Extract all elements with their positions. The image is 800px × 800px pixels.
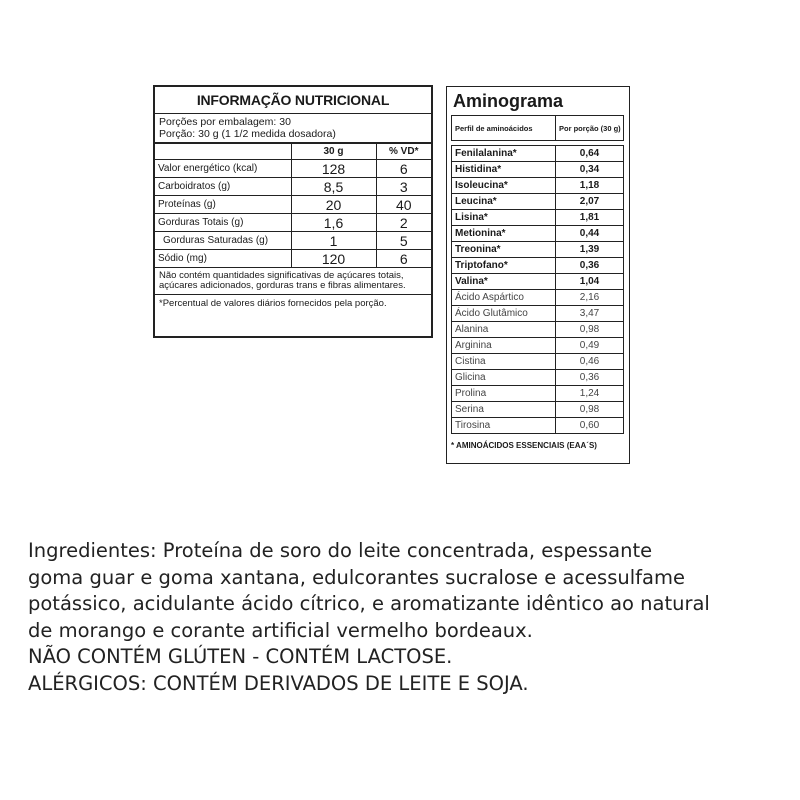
- amino-name: Metionina*: [452, 226, 556, 242]
- portion-size: Porção: 30 g (1 1/2 medida dosadora): [159, 128, 336, 140]
- table-row: [452, 370, 624, 386]
- amino-value: 0,36: [556, 258, 624, 274]
- amino-name: Leucina*: [452, 194, 556, 210]
- amino-name: Triptofano*: [452, 258, 556, 274]
- nutrient-amount: 1: [291, 232, 376, 250]
- amino-name: Isoleucina*: [452, 178, 556, 194]
- table-row: [155, 178, 431, 196]
- aminogram-footnote: * AMINOÁCIDOS ESSENCIAIS (EAA´S): [451, 441, 597, 450]
- amino-name: Lisina*: [452, 210, 556, 226]
- table-row: [452, 338, 624, 354]
- amino-name: Tirosina: [452, 418, 556, 434]
- nutrient-amount: 128: [291, 160, 376, 178]
- ingredients-line: potássico, acidulante ácido cítrico, e aromatizante idêntico ao natural: [28, 592, 710, 615]
- nutrient-name: Valor energético (kcal): [155, 160, 291, 178]
- amino-name: Treonina*: [452, 242, 556, 258]
- amino-name: Histidina*: [452, 162, 556, 178]
- nutrient-vd: 6: [376, 250, 431, 268]
- nutrition-serving-info: [155, 114, 431, 143]
- aminogram-body: [451, 115, 623, 434]
- amino-value: 1,24: [556, 386, 624, 402]
- table-row: [452, 210, 624, 226]
- amino-value: 0,44: [556, 226, 624, 242]
- amino-name: Fenilalanina*: [452, 146, 556, 162]
- ingredients-text: [28, 538, 778, 697]
- nutrient-name: Sódio (mg): [155, 250, 291, 268]
- nutrient-name: Carboidratos (g): [155, 178, 291, 196]
- nutrition-rows: [155, 143, 431, 268]
- amino-name: Alanina: [452, 322, 556, 338]
- table-row: [155, 160, 431, 178]
- amino-name: Glicina: [452, 370, 556, 386]
- amino-name: Serina: [452, 402, 556, 418]
- nutrient-vd: 2: [376, 214, 431, 232]
- ingredients-line: Ingredientes: Proteína de soro do leite concentrada, espessante: [28, 539, 653, 562]
- gluten-lactose-notice: NÃO CONTÉM GLÚTEN - CONTÉM LACTOSE.: [28, 645, 453, 668]
- nutrient-vd: 6: [376, 160, 431, 178]
- nutrient-name: Proteínas (g): [155, 196, 291, 214]
- aminogram-header-profile: Perfil de aminoácidos: [452, 116, 556, 141]
- table-row: [452, 242, 624, 258]
- nutrition-title: INFORMAÇÃO NUTRICIONAL: [155, 87, 431, 114]
- amino-name: Arginina: [452, 338, 556, 354]
- nutrient-amount: 8,5: [291, 178, 376, 196]
- table-row: [155, 250, 431, 268]
- amino-value: 0,49: [556, 338, 624, 354]
- amino-value: 1,81: [556, 210, 624, 226]
- table-row: [452, 402, 624, 418]
- ingredients-line: goma guar e goma xantana, edulcorantes sucralose e acessulfame: [28, 565, 685, 589]
- amino-value: 2,07: [556, 194, 624, 210]
- ingredients-line: de morango e corante artificial vermelho bordeaux.: [28, 618, 533, 642]
- table-row: [155, 232, 431, 250]
- amino-name: Ácido Aspártico: [452, 290, 556, 306]
- nutrition-header-vd: % VD*: [376, 144, 431, 160]
- nutrition-header-blank: [155, 144, 291, 160]
- aminogram-title: Aminograma: [453, 91, 564, 111]
- aminogram-header-row: [452, 116, 624, 141]
- table-row: [452, 290, 624, 306]
- allergen-notice: ALÉRGICOS: CONTÉM DERIVADOS DE LEITE E SOJA.: [28, 671, 529, 695]
- amino-value: 0,98: [556, 322, 624, 338]
- table-row: [452, 322, 624, 338]
- aminogram-rows: [451, 115, 624, 434]
- aminogram-header-portion: Por porção (30 g): [556, 116, 624, 141]
- amino-value: 2,16: [556, 290, 624, 306]
- table-row: [155, 214, 431, 232]
- amino-name: Valina*: [452, 274, 556, 290]
- nutrition-footnote: *Percentual de valores diários fornecidos pela porção.: [159, 298, 387, 309]
- amino-value: 1,39: [556, 242, 624, 258]
- aminogram-table: [446, 86, 630, 464]
- amino-value: 1,04: [556, 274, 624, 290]
- nutrient-vd: 3: [376, 178, 431, 196]
- nutrient-name: Gorduras Totais (g): [155, 214, 291, 232]
- table-row: [452, 146, 624, 162]
- amino-value: 0,60: [556, 418, 624, 434]
- nutrition-header-row: [155, 144, 431, 160]
- amino-value: 0,34: [556, 162, 624, 178]
- nutrition-header-amount: 30 g: [291, 144, 376, 160]
- table-row: [452, 354, 624, 370]
- table-row: [452, 306, 624, 322]
- amino-name: Ácido Glutâmico: [452, 306, 556, 322]
- amino-value: 0,46: [556, 354, 624, 370]
- nutrition-facts-table: [153, 85, 433, 338]
- nutrient-amount: 20: [291, 196, 376, 214]
- amino-value: 0,98: [556, 402, 624, 418]
- amino-value: 3,47: [556, 306, 624, 322]
- servings-per-package: Porções por embalagem: 30: [159, 116, 291, 128]
- nutrition-note: Não contém quantidades significativas de açúcares totais, açúcares adicionados, gorduras trans e fibras alimentares.: [155, 268, 431, 295]
- amino-name: Prolina: [452, 386, 556, 402]
- nutrient-name: Gorduras Saturadas (g): [155, 232, 291, 250]
- table-row: [452, 226, 624, 242]
- nutrient-vd: 40: [376, 196, 431, 214]
- table-row: [452, 386, 624, 402]
- table-row: [452, 418, 624, 434]
- table-row: [452, 194, 624, 210]
- table-row: [155, 196, 431, 214]
- nutrient-vd: 5: [376, 232, 431, 250]
- nutrient-amount: 1,6: [291, 214, 376, 232]
- amino-value: 1,18: [556, 178, 624, 194]
- table-row: [452, 258, 624, 274]
- table-row: [452, 162, 624, 178]
- nutrient-amount: 120: [291, 250, 376, 268]
- table-row: [452, 274, 624, 290]
- table-row: [452, 178, 624, 194]
- amino-value: 0,64: [556, 146, 624, 162]
- amino-name: Cistina: [452, 354, 556, 370]
- amino-value: 0,36: [556, 370, 624, 386]
